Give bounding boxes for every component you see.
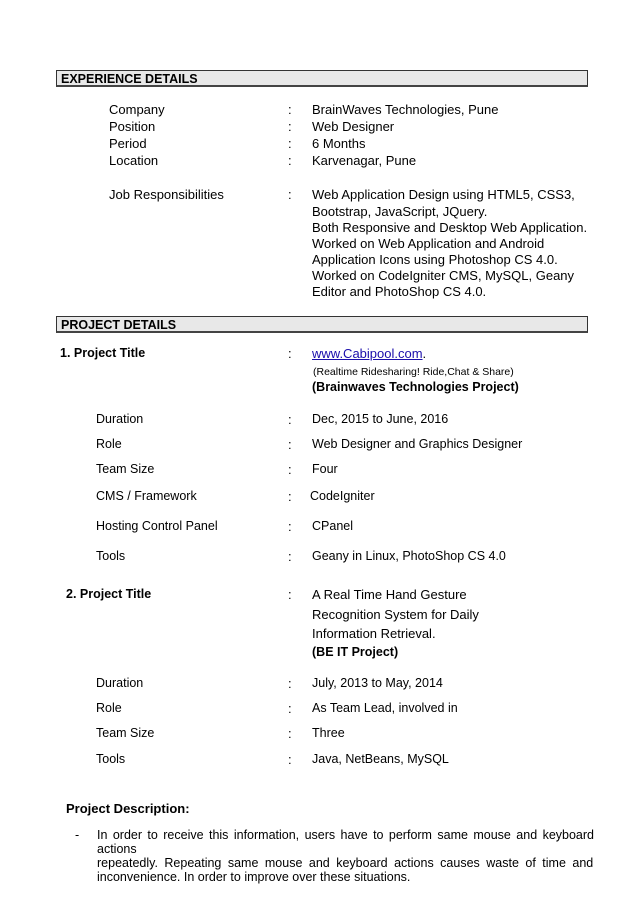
project1-hosting-value: CPanel bbox=[312, 519, 353, 533]
description-bullet: - bbox=[75, 828, 80, 842]
colon: : bbox=[288, 587, 292, 602]
position-value: Web Designer bbox=[312, 119, 395, 134]
project2-tools-label: Tools bbox=[96, 752, 126, 766]
colon: : bbox=[288, 701, 292, 716]
project1-duration-label: Duration bbox=[96, 412, 144, 426]
job-line: Bootstrap, JavaScript, JQuery. bbox=[312, 204, 488, 219]
job-line: Editor and PhotoShop CS 4.0. bbox=[312, 284, 487, 299]
project1-tools-value: Geany in Linux, PhotoShop CS 4.0 bbox=[312, 549, 506, 563]
description-line: In order to receive this information, users have to perform same mouse and keyboard actions bbox=[97, 828, 594, 856]
project1-teamsize-value: Four bbox=[312, 462, 338, 476]
project1-cms-label: CMS / Framework bbox=[96, 489, 197, 503]
project2-tools-value: Java, NetBeans, MySQL bbox=[312, 752, 449, 766]
colon: : bbox=[288, 346, 292, 361]
project1-subtitle: (Realtime Ridesharing! Ride,Chat & Share) bbox=[313, 366, 514, 378]
project2-title-line: Information Retrieval. bbox=[312, 626, 436, 641]
job-line: Both Responsive and Desktop Web Application. bbox=[312, 220, 588, 235]
colon: : bbox=[288, 519, 292, 534]
position-label: Position bbox=[109, 119, 156, 134]
company-label: Company bbox=[109, 102, 165, 117]
project2-title-line: Recognition System for Daily bbox=[312, 607, 479, 622]
job-line: Web Application Design using HTML5, CSS3, bbox=[312, 187, 575, 202]
project2-duration-label: Duration bbox=[96, 676, 144, 690]
description-line: inconvenience. In order to improve over these situations. bbox=[97, 870, 411, 884]
project1-teamsize-label: Team Size bbox=[96, 462, 155, 476]
project1-hosting-label: Hosting Control Panel bbox=[96, 519, 218, 533]
job-line: Worked on CodeIgniter CMS, MySQL, Geany bbox=[312, 268, 575, 283]
company-value: BrainWaves Technologies, Pune bbox=[312, 102, 499, 117]
project1-duration-value: Dec, 2015 to June, 2016 bbox=[312, 412, 449, 426]
project2-duration-value: July, 2013 to May, 2014 bbox=[312, 676, 443, 690]
project2-role-label: Role bbox=[96, 701, 122, 715]
project1-title-label: 1. Project Title bbox=[60, 346, 146, 360]
project1-company: (Brainwaves Technologies Project) bbox=[312, 380, 519, 394]
project1-link-line bbox=[312, 346, 426, 361]
project1-role-label: Role bbox=[96, 437, 122, 451]
experience-section-header bbox=[56, 70, 588, 87]
project2-note: (BE IT Project) bbox=[312, 645, 399, 659]
project1-link-suffix: . bbox=[422, 346, 427, 361]
colon: : bbox=[288, 153, 292, 168]
project1-role-value: Web Designer and Graphics Designer bbox=[312, 437, 523, 451]
period-value: 6 Months bbox=[312, 136, 366, 151]
project1-tools-label: Tools bbox=[96, 549, 126, 563]
period-label: Period bbox=[109, 136, 147, 151]
job-responsibilities-label: Job Responsibilities bbox=[109, 187, 224, 202]
colon: : bbox=[288, 187, 292, 202]
project1-link[interactable]: www.Cabipool.com bbox=[312, 346, 423, 361]
colon: : bbox=[288, 136, 292, 151]
description-line: repeatedly. Repeating same mouse and keyboard actions causes waste of time and bbox=[97, 856, 594, 870]
colon: : bbox=[288, 752, 292, 767]
colon: : bbox=[288, 549, 292, 564]
colon: : bbox=[288, 412, 292, 427]
colon: : bbox=[288, 437, 292, 452]
colon: : bbox=[288, 119, 292, 134]
location-label: Location bbox=[109, 153, 159, 168]
project-header-text: PROJECT DETAILS bbox=[61, 318, 177, 332]
job-line: Worked on Web Application and Android bbox=[312, 236, 545, 251]
project2-role-value: As Team Lead, involved in bbox=[312, 701, 458, 715]
project2-teamsize-value: Three bbox=[312, 726, 345, 740]
location-value: Karvenagar, Pune bbox=[312, 153, 417, 168]
job-line: Application Icons using Photoshop CS 4.0. bbox=[312, 252, 558, 267]
project2-title-label: 2. Project Title bbox=[66, 587, 152, 601]
project2-title-line: A Real Time Hand Gesture bbox=[312, 587, 467, 602]
colon: : bbox=[288, 102, 292, 117]
colon: : bbox=[288, 462, 292, 477]
colon: : bbox=[288, 489, 292, 504]
project1-cms-value: CodeIgniter bbox=[310, 489, 375, 503]
description-paragraph bbox=[97, 828, 594, 884]
colon: : bbox=[288, 676, 292, 691]
project2-teamsize-label: Team Size bbox=[96, 726, 155, 740]
project-section-header bbox=[56, 316, 588, 333]
colon: : bbox=[288, 726, 292, 741]
experience-header-text: EXPERIENCE DETAILS bbox=[61, 72, 198, 86]
description-heading: Project Description: bbox=[66, 801, 190, 816]
